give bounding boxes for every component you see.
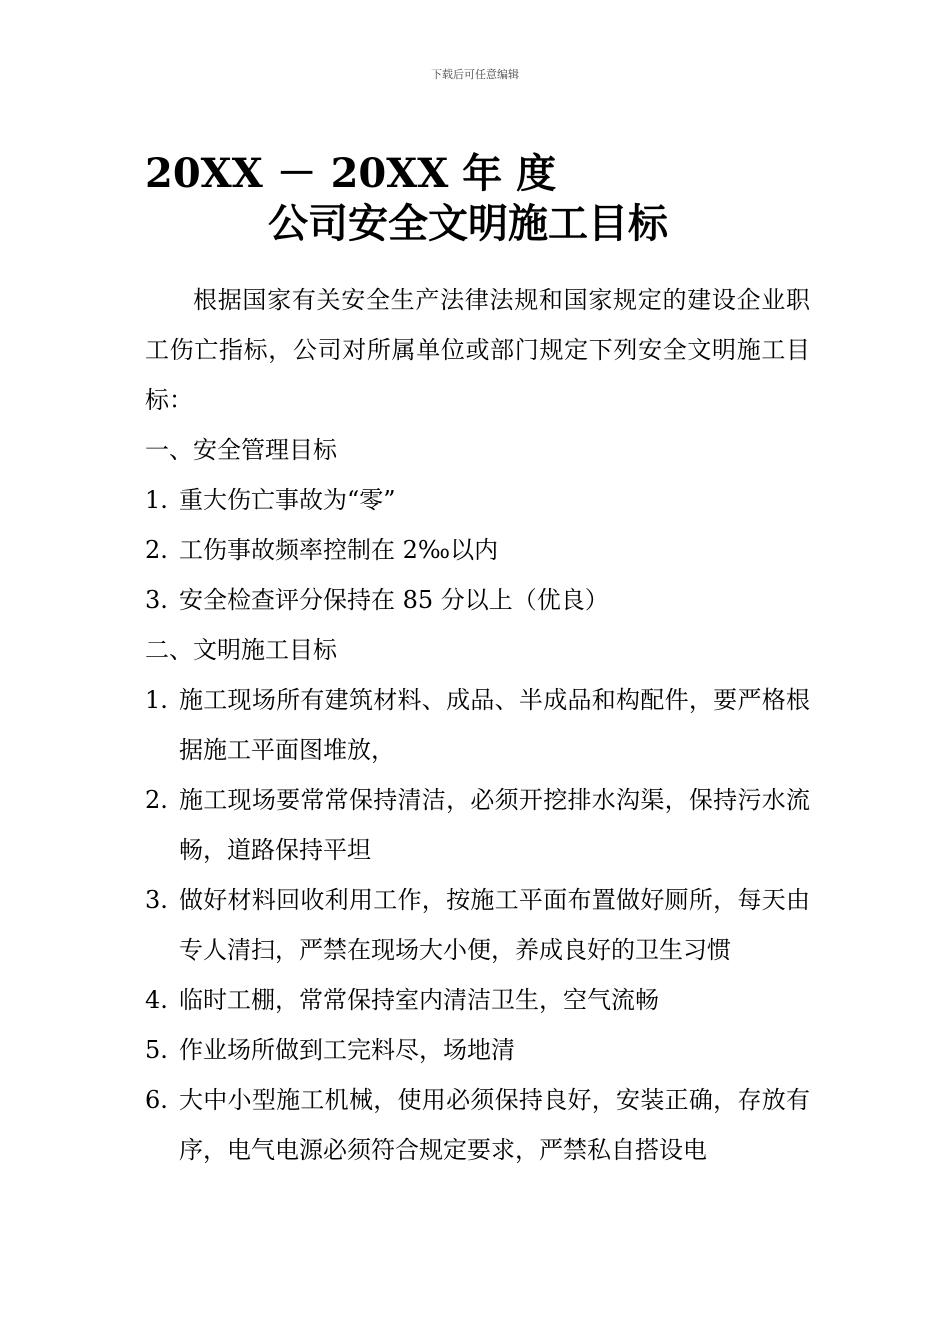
list-item: [145, 675, 810, 775]
list-item-text: 临时工棚，常常保持室内清洁卫生，空气流畅: [179, 986, 659, 1014]
list-number: 1.: [145, 486, 168, 514]
list-item: [145, 875, 810, 975]
list-number: 3.: [145, 886, 168, 914]
list-item: [145, 975, 810, 1025]
list-item: [145, 775, 810, 875]
list-number: 1.: [145, 686, 168, 714]
list-item-text: 施工现场要常常保持清洁，必须开挖排水沟渠，保持污水流畅，道路保持平坦: [179, 786, 810, 864]
section-heading-civilized: 二、文明施工目标: [145, 636, 337, 664]
list-number: 2.: [145, 786, 168, 814]
list-item-text: 工伤事故频率控制在 2‰以内: [179, 536, 499, 564]
document-title-line-1: 20XX － 20XX 年 度: [145, 150, 557, 197]
section-heading-safety: 一、安全管理目标: [145, 436, 337, 464]
header-note: 下载后可任意编辑: [431, 68, 519, 81]
list-item-text: 安全检查评分保持在 85 分以上（优良）: [179, 586, 609, 614]
list-item-text: 作业场所做到工完料尽，场地清: [179, 1036, 515, 1064]
list-item-text: 重大伤亡事故为“零”: [179, 486, 396, 514]
list-number: 2.: [145, 536, 168, 564]
list-number: 5.: [145, 1036, 168, 1064]
list-item: [145, 1075, 810, 1175]
list-number: 3.: [145, 586, 168, 614]
list-item: [145, 525, 810, 575]
list-item: [145, 575, 810, 625]
list-item-text: 做好材料回收利用工作，按施工平面布置做好厕所，每天由专人清扫，严禁在现场大小便，养成良好的卫生习惯: [179, 886, 810, 964]
list-item: [145, 1025, 810, 1075]
list-number: 6.: [145, 1086, 168, 1114]
document-body: [145, 275, 810, 1175]
document-title-line-2: 公司安全文明施工目标: [268, 200, 668, 247]
list-item-text: 大中小型施工机械，使用必须保持良好，安装正确，存放有序，电气电源必须符合规定要求，严禁私自搭设电: [179, 1086, 810, 1164]
list-item: [145, 475, 810, 525]
list-item-text: 施工现场所有建筑材料、成品、半成品和构配件，要严格根据施工平面图堆放，: [179, 686, 810, 764]
list-number: 4.: [145, 986, 168, 1014]
intro-paragraph: 根据国家有关安全生产法律法规和国家规定的建设企业职工伤亡指标，公司对所属单位或部门规定下列安全文明施工目标：: [145, 286, 810, 414]
